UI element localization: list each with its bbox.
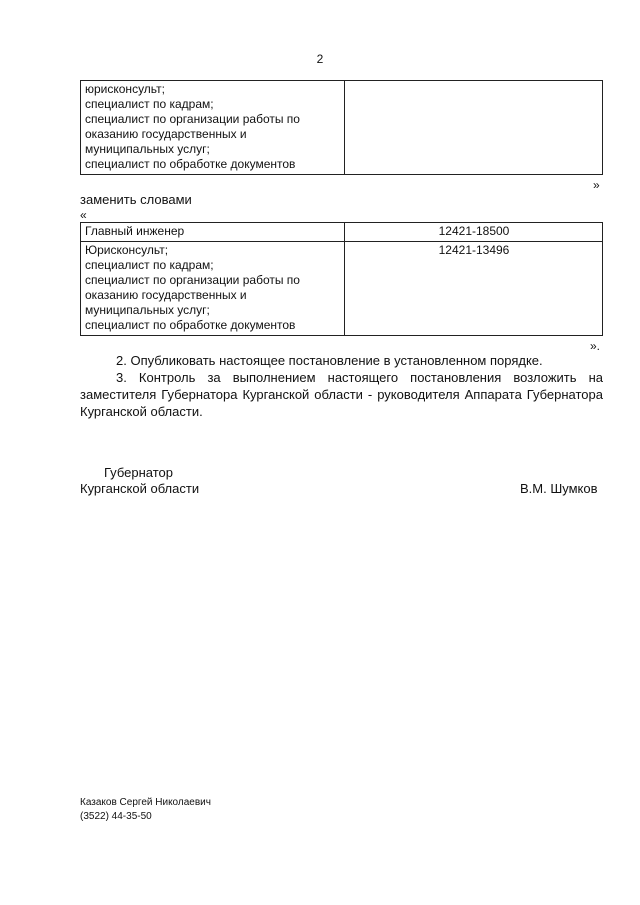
closing-quote-end: ». xyxy=(590,339,601,353)
table-row xyxy=(81,223,603,242)
executor-name: Казаков Сергей Николаевич xyxy=(80,797,211,808)
paragraph-text: 2. Опубликовать настоящее постановление в установленном порядке. xyxy=(116,353,543,368)
position-line: муниципальных услуг; xyxy=(85,303,210,317)
signatory-name: В.М. Шумков xyxy=(520,481,598,496)
table-cell-positions xyxy=(81,242,345,336)
position-line: юрисконсульт; xyxy=(85,82,165,96)
position-line: оказанию государственных и xyxy=(85,288,247,302)
new-positions-table xyxy=(80,222,603,336)
position-line: специалист по обработке документов xyxy=(85,318,296,332)
table-cell-positions xyxy=(81,81,345,175)
signatory-title-line1: Губернатор xyxy=(104,465,173,480)
position-line: специалист по кадрам; xyxy=(85,97,214,111)
table-cell-code: 12421-13496 xyxy=(345,242,603,336)
opening-quote: « xyxy=(80,208,87,222)
page-number: 2 xyxy=(316,52,324,66)
position-line: специалист по организации работы по xyxy=(85,273,300,287)
position-line: специалист по организации работы по xyxy=(85,112,300,126)
table-cell-code: 12421-18500 xyxy=(345,223,603,242)
executor-phone: (3522) 44-35-50 xyxy=(80,811,152,822)
paragraph-text: 3. Контроль за выполнением настоящего постановления возложить на заместителя Губернатора Курганской области - руководителя Аппарата Губернатора Курганской области. xyxy=(80,370,603,419)
paragraph-publish xyxy=(80,352,603,369)
position-line: специалист по обработке документов xyxy=(85,157,296,171)
replace-text: заменить словами xyxy=(80,192,192,207)
position-line: Главный инженер xyxy=(85,224,185,238)
old-positions-table xyxy=(80,80,603,175)
paragraph-control xyxy=(80,369,603,420)
position-line: специалист по кадрам; xyxy=(85,258,214,272)
closing-quote: » xyxy=(593,178,600,192)
position-line: Юрисконсульт; xyxy=(85,243,169,257)
position-line: муниципальных услуг; xyxy=(85,142,210,156)
table-cell-positions xyxy=(81,223,345,242)
position-line: оказанию государственных и xyxy=(85,127,247,141)
signatory-title-line2: Курганской области xyxy=(80,481,200,496)
table-cell-code xyxy=(345,81,603,175)
table-row xyxy=(81,81,603,175)
table-row xyxy=(81,242,603,336)
